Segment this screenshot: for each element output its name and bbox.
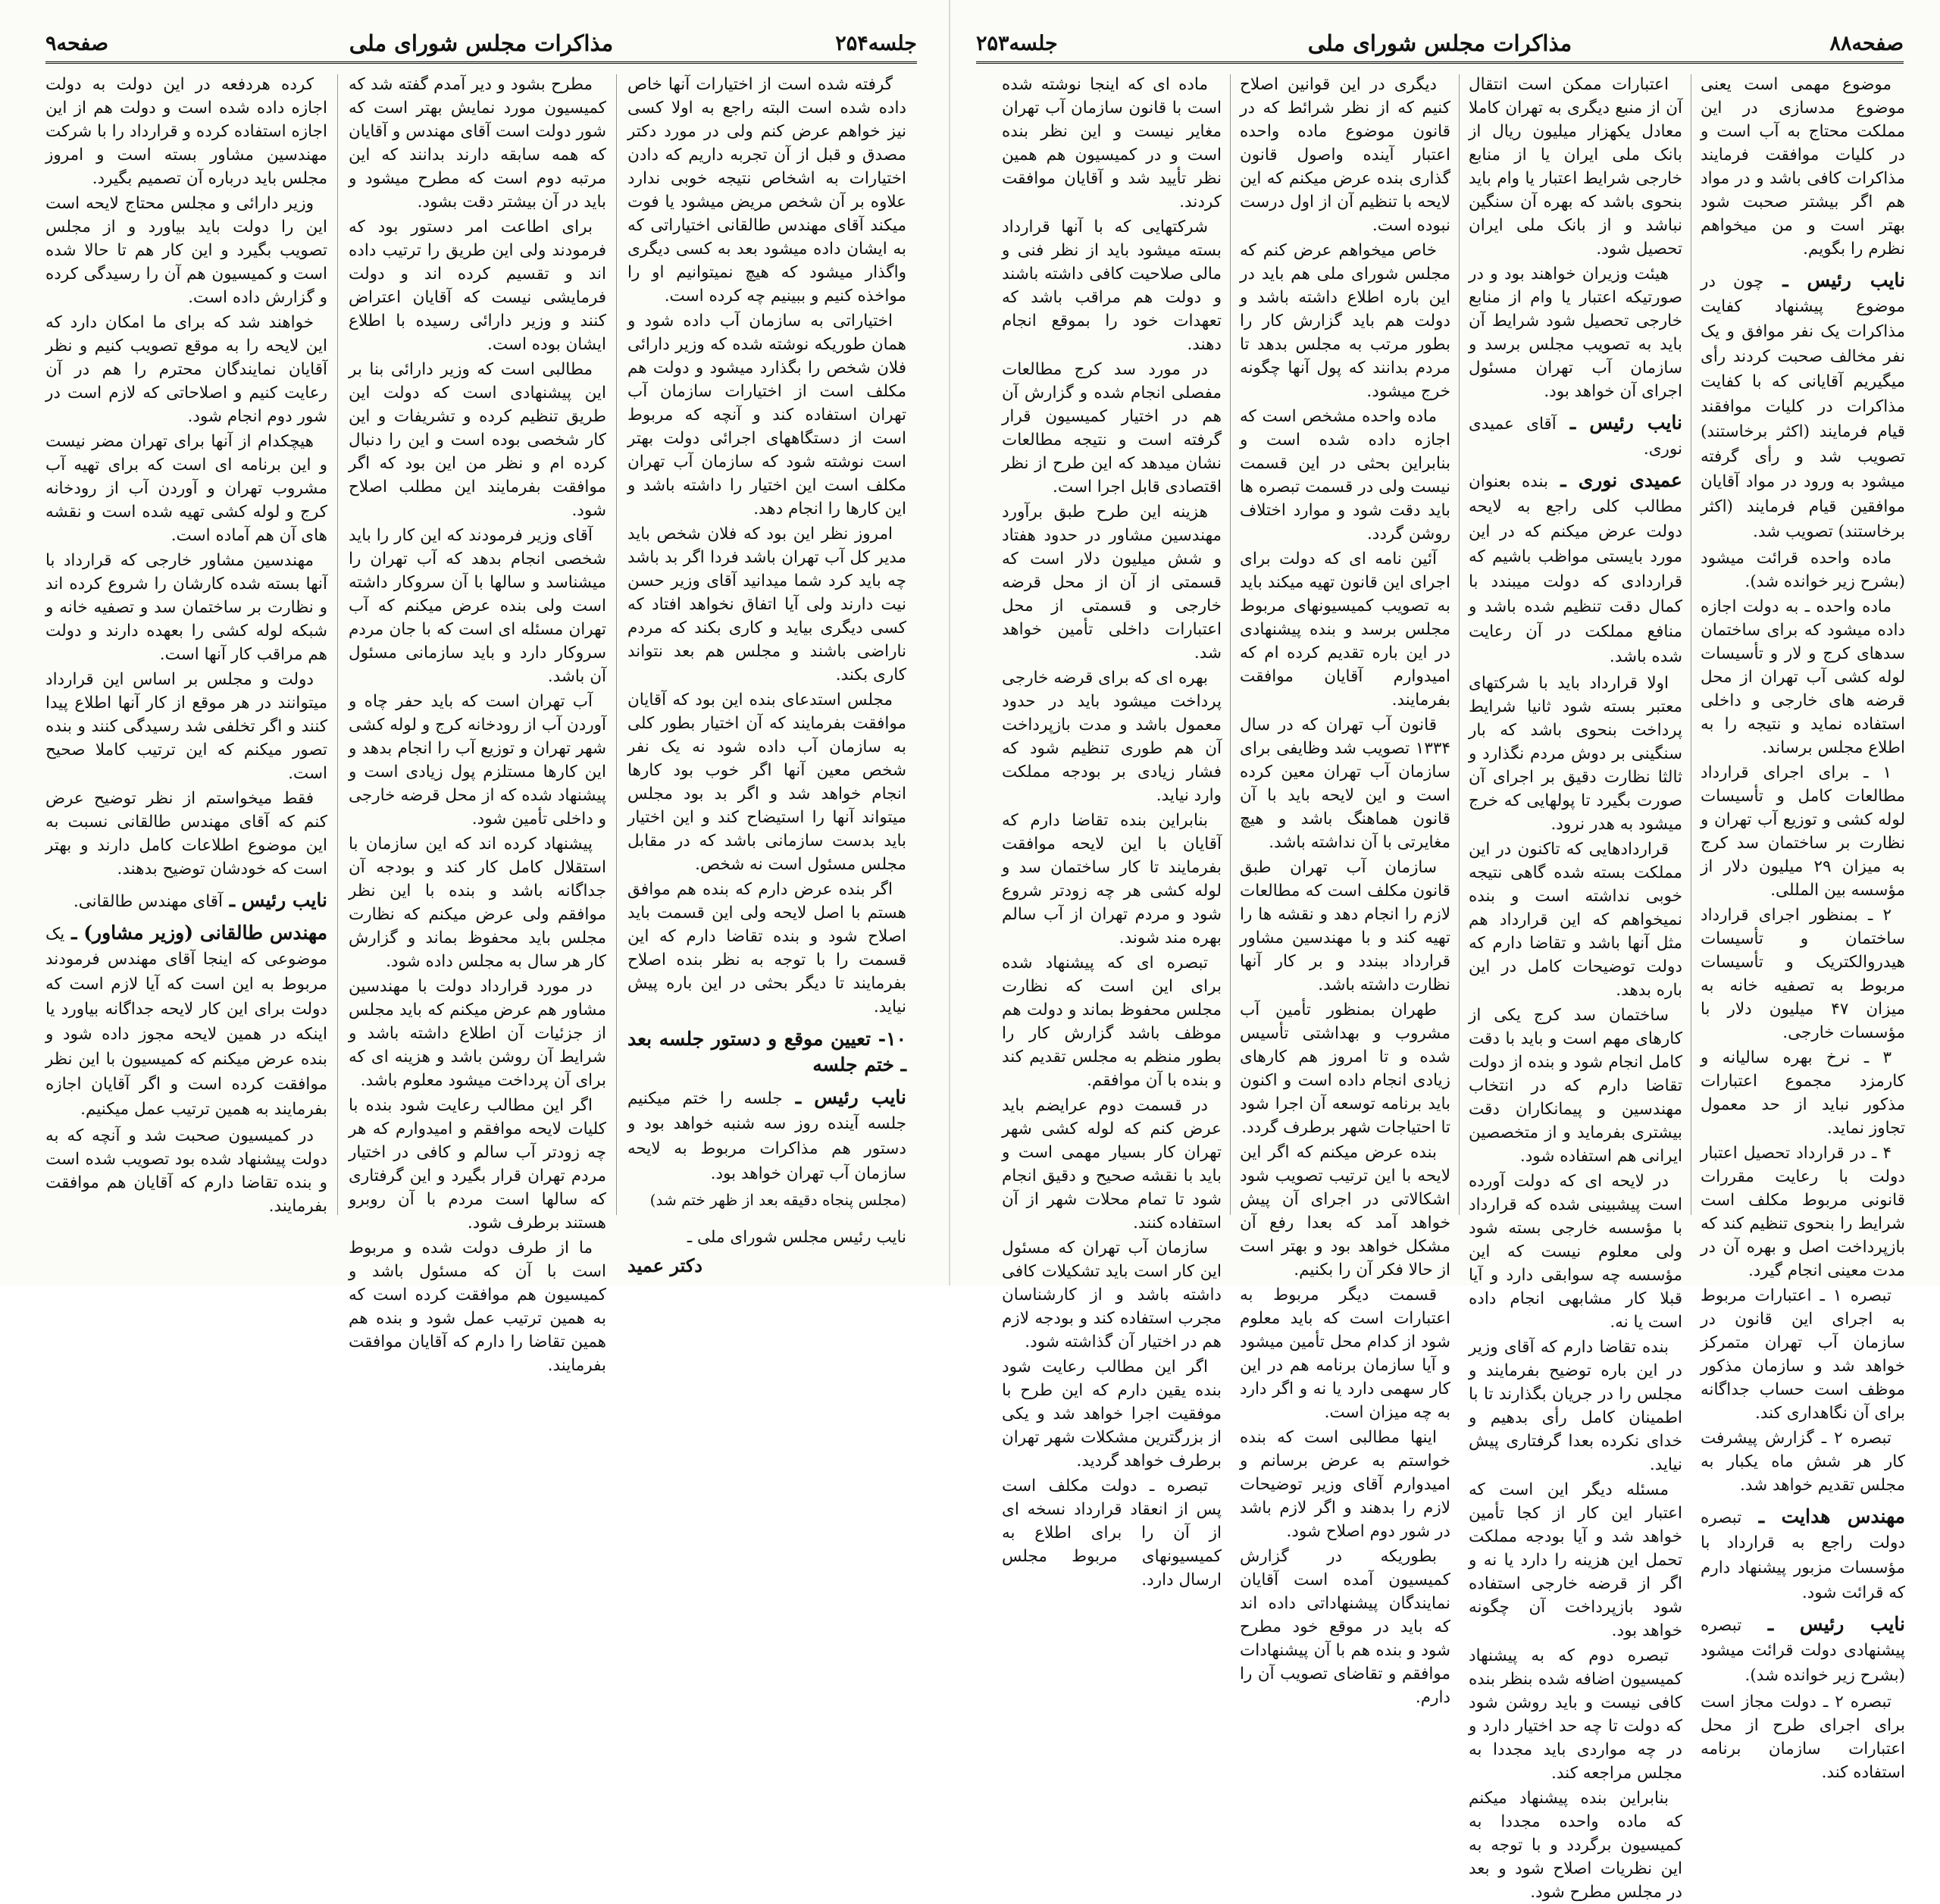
body-paragraph: ماده واحده ـ به دولت اجازه داده میشود که برای ساختمان سدهای کرج و لار و تأسیسات لوله کشی آب تهران از محل قرضه های خارجی و داخلی استفاده نماید و نتیجه را به اطلاع مجلس برساند.: [1701, 597, 1905, 757]
body-paragraph: ماده ای که اینجا نوشته شده است با قانون سازمان آب تهران مغایر نیست و این نظر بنده است و در کمیسیون هم همین نظر تأیید شد و آقایان موافقت کردند.: [1002, 75, 1222, 211]
signature-name: دکتر عمید: [627, 1254, 702, 1276]
speaker-paragraph: [1701, 268, 1905, 543]
body-paragraph: بنابراین بنده تقاضا دارم که آقایان با این لایحه موافقت بفرمایند تا کار ساختمان سد و لوله کشی هر چه زودتر شروع شود و مردم تهران از آب سالم بهره مند شوند.: [1002, 811, 1222, 947]
speaker-remarks: تبصره دولت راجع به قرارداد با مؤسسات مزبور پیشنهاد دارم که قرائت شود.: [1701, 1508, 1905, 1602]
body-paragraph: کرده هردفعه در این دولت به دولت اجازه داده شده است و دولت هم از این اجازه استفاده کرده و قرارداد را با شرکت مهندسین مشاور بسته است و امروز مجلس باید درباره آن تصمیم بگیرد.: [45, 75, 327, 188]
body-paragraph: در لایحه ای که دولت آورده است پیشبینی شده که قرارداد با مؤسسه خارجی بسته شود ولی معلوم نیست که این مؤسسه چه سوابقی دارد و آیا قبلا کار مشابهی انجام داده است یا نه.: [1469, 1172, 1682, 1332]
left-column-divider: [616, 74, 617, 1215]
body-paragraph: تبصره دوم که به پیشنهاد کمیسیون اضافه شده بنظر بنده کافی نیست و باید روشن شود که دولت تا چه حد اختیار دارد و در چه مواردی باید مجددا به مجلس مراجعه کند.: [1469, 1646, 1682, 1783]
right-column-2: [1469, 73, 1682, 1902]
body-paragraph: امروز نظر این بود که فلان شخص باید مدیر کل آب تهران باشد فردا اگر بد باشد چه باید کرد شما میدانید آقای وزیر حسن نیت دارند ولی آیا اتفاق نخواهد افتاد که کسی دیگری بیاید و کاری بکند که مردم ناراضی باشند و مجلس هم بعد نتواند کاری بکند.: [627, 525, 906, 684]
body-paragraph: اگر بنده عرض دارم که بنده هم موافق هستم با اصل لایحه ولی این قسمت باید اصلاح شود و بنده تقاضا دارم که این قسمت را با توجه به نظر بنده اصلاح بفرمایند تا دیگر بحثی در این باره پیش نیاید.: [627, 880, 906, 1016]
left-header-rule: [45, 61, 917, 64]
body-paragraph: پیشنهاد کرده اند که این سازمان با استقلال کامل کار کند و بودجه آن جداگانه باشد و بنده با این نظر موافقم ولی عرض میکنم که نظارت مجلس باید محفوظ بماند و گزارش کار هر سال به مجلس داده شود.: [349, 835, 606, 971]
section-heading: ۱۰- تعیین موقع و دستور جلسه بعد ـ ختم جلسه: [627, 1028, 906, 1076]
body-paragraph: ماده واحده مشخص است که اجازه داده شده است و بنابراین بحثی در این قسمت نیست ولی در قسمت تبصره ها باید دقت شود و موارد اختلاف روشن گردد.: [1240, 407, 1450, 543]
speaker-remarks: جلسه را ختم میکنیم جلسه آینده روز سه شنبه خواهد بود و دستور هم مذاکرات مربوط به لایحه سازمان آب تهران خواهد بود.: [627, 1089, 906, 1183]
body-paragraph: مطالبی است که وزیر دارائی بنا بر این پیشنهادی است که دولت این طریق تنظیم کرده و تشریفات و این کار شخصی بوده است و این را دنبال کرده ام و نظر من این بود که اگر موافقت بفرمایند این مطلب اصلاح شود.: [349, 360, 606, 520]
body-paragraph: ۱ ـ برای اجرای قرارداد مطالعات کامل و تأسیسات لوله کشی و توزیع آب تهران و نظارت بر ساختمان سد کرج به میزان ۲۹ میلیون دلار از مؤسسه بین المللی.: [1701, 763, 1905, 900]
speaker-name: نایب رئیس ـ: [1782, 269, 1905, 291]
speaker-paragraph: [627, 1085, 906, 1185]
speaker-paragraph: [1701, 1505, 1905, 1605]
body-paragraph: اینها مطالبی است که بنده خواستم به عرض برسانم و امیدوارم آقای وزیر توضیحات لازم را بدهند و اگر لازم باشد در شور دوم اصلاح شود.: [1240, 1428, 1450, 1541]
body-paragraph: طهران بمنظور تأمین آب مشروب و بهداشتی تأسیس شده و تا امروز هم کارهای زیادی انجام داده است و اکنون باید برنامه توسعه آن اجرا شود تا احتیاجات شهر برطرف گردد.: [1240, 1001, 1450, 1137]
left-column-1: [627, 73, 906, 1276]
body-paragraph: قانون آب تهران که در سال ۱۳۳۴ تصویب شد وظایفی برای سازمان آب تهران معین کرده است و این لایحه باید با آن قانون هماهنگ باشد و هیچ مغایرتی با آن نداشته باشد.: [1240, 716, 1450, 852]
speaker-name: عمیدی نوری ـ: [1560, 469, 1682, 491]
body-paragraph: در قسمت دوم عرایضم باید عرض کنم که لوله کشی شهر تهران کار بسیار مهمی است و باید با نقشه صحیح و دقیق انجام شود تا تمام محلات شهر از آن استفاده کنند.: [1002, 1096, 1222, 1232]
body-paragraph: ساختمان سد کرج یکی از کارهای مهم است و باید با دقت کامل انجام شود و بنده از دولت تقاضا دارم که در انتخاب مهندسین و پیمانکاران دقت بیشتری بفرماید و از متخصصین ایرانی هم استفاده شود.: [1469, 1006, 1682, 1166]
body-paragraph: در مورد سد کرج مطالعات مفصلی انجام شده و گزارش آن هم در اختیار کمیسیون قرار گرفته است و نتیجه مطالعات نشان میدهد که این طرح از نظر اقتصادی قابل اجرا است.: [1002, 360, 1222, 496]
speaker-paragraph: [1469, 411, 1682, 461]
right-page: [950, 0, 1940, 1902]
left-session-number: جلسه۲۵۴: [835, 32, 917, 55]
right-header-rule: [976, 61, 1904, 64]
body-paragraph: در کمیسیون صحبت شد و آنچه که به دولت پیشنهاد شده بود تصویب شده است و بنده تقاضا دارم که آقایان هم موافقت بفرمایند.: [45, 1126, 327, 1216]
speaker-paragraph: [1701, 1612, 1905, 1687]
speaker-name: نایب رئیس ـ: [1569, 412, 1682, 434]
speaker-name: نایب رئیس ـ: [1767, 1613, 1905, 1635]
speaker-paragraph: [45, 921, 327, 1121]
body-paragraph: مهندسین مشاور خارجی که قرارداد با آنها بسته شده کارشان را شروع کرده اند و نظارت بر ساختمان سد و تصفیه خانه و شبکه لوله کشی را بعهده دارند و دولت هم مراقب کار آنها است.: [45, 551, 327, 664]
speaker-remarks: بنده بعنوان مطالب کلی راجع به لایحه دولت عرض میکنم که در این مورد بایستی مواظب باشیم که قراردادی که دولت میبندد با کمال دقت تنظیم شده باشد و منافع مملکت در آن رعایت شده باشد.: [1469, 472, 1682, 666]
speaker-remarks: یک موضوعی که اینجا آقای مهندس فرمودند مربوط به این است که آیا لازم است که دولت برای این کار لایحه جداگانه بیاورد یا اینکه در همین لایحه مجوز داده شود و بنده عرض میکنم که کمیسیون با این نظر موافقت کرده است و اگر آقایان اجازه بفرمایند به همین ترتیب عمل میکنیم.: [45, 925, 327, 1119]
right-session-number: جلسه۲۵۳: [976, 32, 1058, 55]
body-paragraph: مسئله دیگر این است که اعتبار این کار از کجا تأمین خواهد شد و آیا بودجه مملکت تحمل این هزینه را دارد یا نه و اگر از قرضه خارجی استفاده شود بازپرداخت آن چگونه خواهد بود.: [1469, 1480, 1682, 1640]
speaker-paragraph: [1469, 468, 1682, 669]
right-column-divider: [1230, 74, 1231, 1215]
speaker-name: مهندس طالقانی (وزیر مشاور) ـ: [71, 922, 327, 944]
body-paragraph: دیگری در این قوانین اصلاح کنیم که از نظر شرائط که در قانون موضوع ماده واحده اعتبار آینده واصول قانون گذاری بنده عرض میکنم که این لایحه با تنظیم آن از اول درست نبوده است.: [1240, 75, 1450, 235]
right-page-header: [976, 29, 1904, 64]
left-column-divider: [337, 74, 338, 1215]
body-paragraph: بنده عرض میکنم که اگر این لایحه با این ترتیب تصویب شود اشکالاتی در اجرای آن پیش خواهد آمد که بعدا رفع آن مشکل خواهد بود و بهتر است از حالا فکر آن را بکنیم.: [1240, 1143, 1450, 1279]
body-paragraph: ماده واحده قرائت میشود (بشرح زیر خوانده شد).: [1701, 549, 1905, 591]
body-paragraph: خاص میخواهم عرض کنم که مجلس شورای ملی هم باید در این باره اطلاع داشته باشد و دولت هم باید گزارش کار را بطور مرتب به مجلس بدهد تا مردم بدانند که پول آنها چگونه خرج میشود.: [1240, 241, 1450, 401]
body-paragraph: هیئت وزیران خواهند بود و در صورتیکه اعتبار یا وام از منابع خارجی تحصیل شود شرایط آن باید به تصویب مجلس برسد و سازمان آب تهران مسئول اجرای آن خواهد بود.: [1469, 265, 1682, 401]
body-paragraph: وزیر دارائی و مجلس محتاج لایحه است این را دولت باید بیاورد و از مجلس تصویب بگیرد و این کار هم تا حالا شده است و کمیسیون هم آن را رسیدگی کرده و گزارش داده است.: [45, 194, 327, 307]
right-column-3: [1240, 73, 1450, 1707]
right-column-4: [1002, 73, 1222, 1589]
body-paragraph: اولا قرارداد باید با شرکتهای معتبر بسته شود ثانیا شرایط پرداخت بنحوی باشد که بار سنگینی بر دوش مردم نگذارد و ثالثا نظارت دقیق بر اجرای آن صورت بگیرد تا پولهایی که خرج میشود به هدر نرود.: [1469, 674, 1682, 834]
speaker-name: نایب رئیس ـ: [229, 889, 327, 911]
body-paragraph: قسمت دیگر مربوط به اعتبارات است که باید معلوم شود از کدام محل تأمین میشود و آیا سازمان برنامه هم در این کار سهمی دارد یا نه و اگر دارد به چه میزان است.: [1240, 1286, 1450, 1422]
body-paragraph: آئین نامه ای که دولت برای اجرای این قانون تهیه میکند باید به تصویب کمیسیونهای مربوط مجلس برسد و بنده پیشنهادی در این باره تقدیم کرده ام که امیدوارم آقایان موافقت بفرمایند.: [1240, 550, 1450, 709]
left-page-header: [45, 29, 917, 64]
speaker-remarks: تبصره پیشنهادی دولت قرائت میشود (بشرح زیر خوانده شد).: [1701, 1616, 1905, 1685]
body-paragraph: بنده تقاضا دارم که آقای وزیر در این باره توضیح بفرمایند و مجلس را در جریان بگذارند تا با اطمینان کامل رأی بدهیم و خدای نکرده بعدا گرفتاری پیش نیاید.: [1469, 1338, 1682, 1474]
right-page-number: صفحه۸۸: [1829, 32, 1904, 55]
session-note: (مجلس پنجاه دقیقه بعد از ظهر ختم شد): [649, 1191, 906, 1209]
body-paragraph: بنابراین بنده پیشنهاد میکنم که ماده واحده مجددا به کمیسیون برگردد و با توجه به این نظریات اصلاح شود و بعد در مجلس مطرح شود.: [1469, 1789, 1682, 1902]
body-paragraph: اختیاراتی به سازمان آب داده شود و همان طوریکه نوشته شده که وزیر دارائی فلان شخص را بگذارد میشود و دولت هم مکلف است از اختیارات سازمان آب تهران استفاده کند و آنچه که مربوط است از دستگاههای اجرائی دولت بهتر است نوشته شود که سازمان آب تهران مکلف است این اختیار را داشته باشد و این کارها را انجام دهد.: [627, 312, 906, 518]
body-paragraph: بهره ای که برای قرضه خارجی پرداخت میشود باید در حدود معمول باشد و مدت بازپرداخت آن هم طوری تنظیم شود که فشار زیادی بر بودجه مملکت وارد نیاید.: [1002, 669, 1222, 805]
body-paragraph: دولت و مجلس بر اساس این قرارداد میتوانند در هر موقع از کار آنها اطلاع پیدا کنند و اگر تخلفی شد رسیدگی کنند و بنده تصور میکنم که این ترتیب کاملا صحیح است.: [45, 670, 327, 783]
right-column-divider: [1459, 74, 1460, 1215]
body-paragraph: ۳ ـ نرخ بهره سالیانه و کارمزد مجموع اعتبارات مذکور نباید از حد معمول تجاوز نماید.: [1701, 1048, 1905, 1138]
body-paragraph: هیچکدام از آنها برای تهران مضر نیست و این برنامه ای است که برای تهیه آب مشروب تهران و آوردن آب از رودخانه کرج و لوله کشی تهیه شده است و نقشه های آن هم آماده است.: [45, 432, 327, 545]
body-paragraph: تبصره ۲ ـ گزارش پیشرفت کار هر شش ماه یکبار به مجلس تقدیم خواهد شد.: [1701, 1429, 1905, 1495]
body-paragraph: آب تهران است که باید حفر چاه و آوردن آب از رودخانه کرج و لوله کشی شهر تهران و توزیع آب را انجام بدهد و این کارها مستلزم پول زیادی است و پیشنهاد شده که از محل قرضه خارجی و داخلی تأمین شود.: [349, 692, 606, 828]
left-page: [0, 0, 949, 1375]
speaker-name: نایب رئیس ـ: [795, 1086, 906, 1108]
left-column-3: [45, 73, 327, 1225]
body-paragraph: اگر این مطالب رعایت شود بنده یقین دارم که این طرح با موفقیت اجرا خواهد شد و یکی از بزرگترین مشکلات شهر تهران برطرف خواهد گردید.: [1002, 1358, 1222, 1470]
speaker-name: مهندس هدایت ـ: [1758, 1505, 1905, 1527]
body-paragraph: قراردادهایی که تاکنون در این مملکت بسته شده گاهی نتیجه خوبی نداشته است و بنده نمیخواهم که این قرارداد هم مثل آنها باشد و تقاضا دارم که دولت توضیحات کامل در این باره بدهد.: [1469, 840, 1682, 1000]
body-paragraph: مطرح بشود و دیر آمدم گفته شد که کمیسیون مورد نمایش بهتر است که شور دولت است آقای مهندس و آقایان که همه سابقه دارند بدانند که این مرتبه دوم است که مطرح میشود و باید در آن بیشتر دقت بشود.: [349, 75, 606, 211]
closing-title: نایب رئیس مجلس شورای ملی ـ: [687, 1228, 906, 1247]
speaker-remarks: چون در موضوع پیشنهاد کفایت مذاکرات یک نفر موافق و یک نفر مخالف صحبت کردند رأی میگیریم آقایانی که با کفایت مذاکرات در کلیات موافقند قیام فرمایند (اکثر برخاستند) تصویب شد و رأی گرفته میشود به ورود در مواد آقایان موافقین قیام فرمایند (اکثر برخاستند) تصویب شد.: [1701, 272, 1905, 541]
speaker-remarks: آقای مهندس طالقانی.: [73, 892, 224, 911]
body-paragraph: سازمان آب تهران که مسئول این کار است باید تشکیلات کافی داشته باشد و از کارشناسان مجرب استفاده کند و بودجه لازم هم در اختیار آن گذاشته شود.: [1002, 1239, 1222, 1351]
body-paragraph: گرفته شده است از اختیارات آنها خاص داده شده است البته راجع به اولا کسی نیز خواهم عرض کنم ولی در مورد دکتر مصدق و قبل از آن تجربه داریم که دادن اختیارات به اشخاص نتیجه خوبی ندارد علاوه بر آن شخص مریض میشود یا فوت میکند آقای مهندس طالقانی اختیاراتی که به ایشان داده میشود بعد به کسی دیگری واگذار میشود که هیچ نمیتوانیم او را مواخذه کنیم و ببینیم چه کرده است.: [627, 75, 906, 305]
body-paragraph: تبصره ۱ ـ اعتبارات مربوط به اجرای این قانون در سازمان آب تهران متمرکز خواهد شد و سازمان مذکور موظف است حساب جداگانه برای آن نگاهداری کند.: [1701, 1286, 1905, 1423]
body-paragraph: در مورد قرارداد دولت با مهندسین مشاور هم عرض میکنم که باید مجلس از جزئیات آن اطلاع داشته باشد و شرایط آن روشن باشد و هزینه ای که برای آن پرداخت میشود معلوم باشد.: [349, 977, 606, 1090]
body-paragraph: موضوع مهمی است یعنی موضوع مدسازی در این مملکت محتاج به آب است و در کلیات موافقت فرمایند مذاکرات کافی باشد و در مواد هم اگر بیشتر صحبت شود بهتر است و من میخواهم نظرم را بگویم.: [1701, 75, 1905, 258]
body-paragraph: تبصره ای که پیشنهاد شده برای این است که نظارت مجلس محفوظ بماند و دولت هم موظف باشد گزارش کار را بطور منظم به مجلس تقدیم کند و بنده با آن موافقم.: [1002, 954, 1222, 1090]
speaker-paragraph: [45, 888, 327, 913]
body-paragraph: ۲ ـ بمنظور اجرای قرارداد ساختمان و تأسیسات هیدروالکتریک و تأسیسات مربوط به تصفیه خانه به میزان ۴۷ میلیون دلار با مؤسسات خارجی.: [1701, 906, 1906, 1042]
left-running-title: مذاکرات مجلس شورای ملی: [349, 30, 614, 56]
body-paragraph: برای اطاعت امر دستور بود که فرمودند ولی این طریق را ترتیب داده اند و تقسیم کرده اند و دولت فرمایشی نیست که آقایان اعتراض کنند و وزیر دارائی رسیده با اطلاع ایشان بوده است.: [349, 218, 606, 354]
body-paragraph: اگر این مطالب رعایت شود بنده با کلیات لایحه موافقم و امیدوارم که هر چه زودتر آب سالم و کافی در اختیار مردم تهران قرار بگیرد و این گرفتاری که سالها است مردم با آن روبرو هستند برطرف شود.: [349, 1096, 606, 1232]
body-paragraph: هزینه این طرح طبق برآورد مهندسین مشاور در حدود هفتاد و شش میلیون دلار است که قسمتی از آن از محل قرضه خارجی و قسمتی از محل اعتبارات داخلی تأمین خواهد شد.: [1002, 503, 1222, 662]
body-paragraph: شرکتهایی که با آنها قرارداد بسته میشود باید از نظر فنی و مالی صلاحیت کافی داشته باشند و دولت هم مراقب باشد که تعهدات خود را بموقع انجام دهند.: [1002, 218, 1222, 354]
body-paragraph: سازمان آب تهران طبق قانون مکلف است که مطالعات لازم را انجام دهد و نقشه ها را تهیه کند و با مهندسین مشاور قرارداد ببندد و بر کار آنها نظارت داشته باشد.: [1240, 858, 1450, 994]
body-paragraph: فقط میخواستم از نظر توضیح عرض کنم که آقای مهندس طالقانی نسبت به این موضوع اطلاعات کامل دارند و بهتر است که خودشان توضیح بدهند.: [45, 789, 327, 878]
body-paragraph: اعتبارات ممکن است انتقال آن از منبع دیگری به تهران کاملا معادل یکهزار میلیون ریال از بانک ملی ایران یا از منابع خارجی شرایط اعتبار یا وام باید بنحوی باشد که بهره آن سنگین نباشد و از بانک ملی ایران تحصیل شود.: [1469, 75, 1682, 258]
body-paragraph: تبصره ـ دولت مکلف است پس از انعقاد قرارداد نسخه ای از آن را برای اطلاع به کمیسیونهای مربوط مجلس ارسال دارد.: [1002, 1477, 1222, 1589]
body-paragraph: خواهند شد که برای ما امکان دارد که این لایحه را به موقع تصویب کنیم و نظر آقایان نمایندگان محترم را هم در آن رعایت کنیم و اصلاحاتی که لازم است در شور دوم انجام شود.: [45, 313, 327, 426]
body-paragraph: ۴ ـ در قرارداد تحصیل اعتبار دولت با رعایت مقررات قانونی مربوط مکلف است شرایط را بنحوی تنظیم کند که بازپرداخت اصل و بهره آن در مدت معینی انجام گیرد.: [1701, 1144, 1905, 1280]
right-column-1: [1701, 73, 1906, 1782]
body-paragraph: مجلس استدعای بنده این بود که آقایان موافقت بفرمایند که آن اختیار بطور کلی به سازمان آب داده شود نه یک نفر شخص معین آنها اگر خوب بود کارها انجام خواهد شد و اگر بد بود مجلس میتواند آنها را استیضاح کند و این اختیار باید بدست سازمانی باشد که در مقابل مجلس مسئول است نه شخص.: [627, 691, 906, 874]
left-column-2: [349, 73, 606, 1375]
body-paragraph: ما از طرف دولت شده و مربوط است با آن که مسئول باشد و کمیسیون هم موافقت کرده است که به همین ترتیب عمل شود و بنده هم همین تقاضا را دارم که آقایان موافقت بفرمایند.: [349, 1239, 606, 1375]
speaker-remarks: آقای عمیدی نوری.: [1469, 415, 1682, 459]
body-paragraph: بطوریکه در گزارش کمیسیون آمده است آقایان نمایندگان پیشنهاداتی داده اند که باید در موقع خود مطرح شود و بنده هم با آن پیشنهادات موافقم و تقاضای تصویب آن را دارم.: [1240, 1547, 1450, 1707]
body-paragraph: تبصره ۲ ـ دولت مجاز است برای اجرای طرح از محل اعتبارات سازمان برنامه استفاده کند.: [1701, 1693, 1905, 1782]
left-page-number: صفحه۹: [45, 32, 109, 55]
body-paragraph: آقای وزیر فرمودند که این کار را باید شخصی انجام بدهد که آب تهران را میشناسد و سالها با آن سروکار داشته است ولی بنده عرض میکنم که آب تهران مسئله ای است که با جان مردم سروکار دارد و باید سازمانی مسئول آن باشد.: [349, 526, 606, 686]
right-running-title: مذاکرات مجلس شورای ملی: [1307, 30, 1572, 56]
